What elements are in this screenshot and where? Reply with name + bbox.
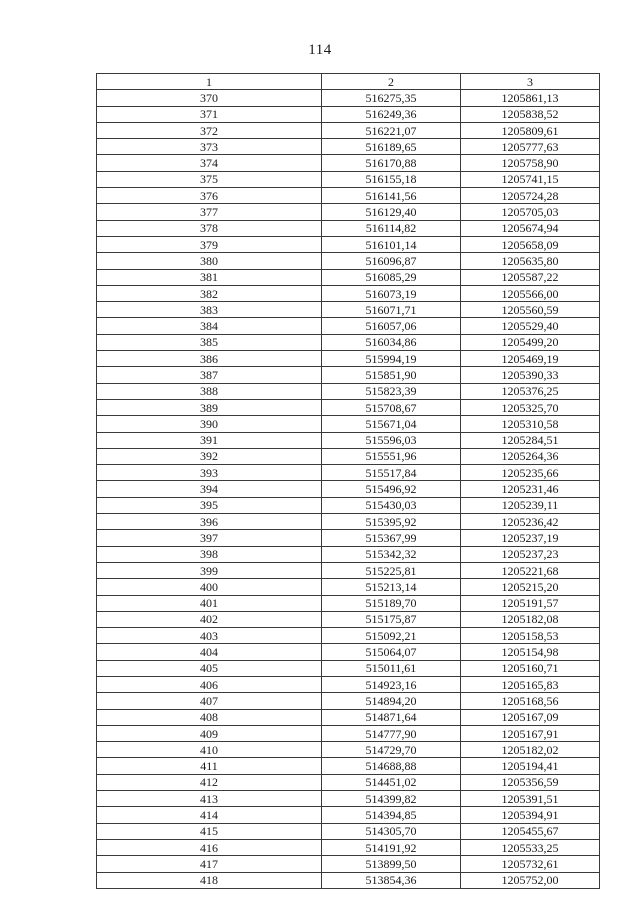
table-row: [97, 791, 600, 807]
table-row: [97, 351, 600, 367]
y-coordinate-cell: 1205376,25: [461, 383, 600, 399]
table-row: [97, 595, 600, 611]
point-number-cell: 409: [97, 725, 322, 741]
x-coordinate-cell: 515064,07: [322, 644, 461, 660]
y-coordinate-cell: 1205167,09: [461, 709, 600, 725]
y-coordinate-cell: 1205455,67: [461, 823, 600, 839]
point-number-cell: 387: [97, 367, 322, 383]
y-coordinate-cell: 1205215,20: [461, 579, 600, 595]
table-row: [97, 676, 600, 692]
point-number-cell: 370: [97, 90, 322, 106]
y-coordinate-cell: 1205237,19: [461, 530, 600, 546]
point-number-cell: 386: [97, 351, 322, 367]
y-coordinate-cell: 1205191,57: [461, 595, 600, 611]
x-coordinate-cell: 515225,81: [322, 562, 461, 578]
point-number-cell: 375: [97, 171, 322, 187]
table-row: [97, 839, 600, 855]
y-coordinate-cell: 1205724,28: [461, 188, 600, 204]
header-point-number: 1: [97, 74, 322, 90]
x-coordinate-cell: 513854,36: [322, 872, 461, 888]
x-coordinate-cell: 514394,85: [322, 807, 461, 823]
table-row: [97, 318, 600, 334]
y-coordinate-cell: 1205469,19: [461, 351, 600, 367]
coordinates-table: [96, 73, 600, 889]
point-number-cell: 417: [97, 856, 322, 872]
y-coordinate-cell: 1205356,59: [461, 774, 600, 790]
x-coordinate-cell: 515517,84: [322, 465, 461, 481]
y-coordinate-cell: 1205777,63: [461, 139, 600, 155]
y-coordinate-cell: 1205566,00: [461, 285, 600, 301]
point-number-cell: 393: [97, 465, 322, 481]
x-coordinate-cell: 515994,19: [322, 351, 461, 367]
table-row: [97, 725, 600, 741]
y-coordinate-cell: 1205809,61: [461, 122, 600, 138]
y-coordinate-cell: 1205732,61: [461, 856, 600, 872]
table-row: [97, 856, 600, 872]
point-number-cell: 371: [97, 106, 322, 122]
y-coordinate-cell: 1205529,40: [461, 318, 600, 334]
y-coordinate-cell: 1205390,33: [461, 367, 600, 383]
x-coordinate-cell: 516034,86: [322, 334, 461, 350]
table-body: [97, 90, 600, 889]
y-coordinate-cell: 1205235,66: [461, 465, 600, 481]
table-row: [97, 90, 600, 106]
y-coordinate-cell: 1205705,03: [461, 204, 600, 220]
point-number-cell: 388: [97, 383, 322, 399]
point-number-cell: 408: [97, 709, 322, 725]
x-coordinate-cell: 516057,06: [322, 318, 461, 334]
y-coordinate-cell: 1205741,15: [461, 171, 600, 187]
table-row: [97, 660, 600, 676]
table-row: [97, 432, 600, 448]
point-number-cell: 396: [97, 514, 322, 530]
x-coordinate-cell: 514399,82: [322, 791, 461, 807]
y-coordinate-cell: 1205239,11: [461, 497, 600, 513]
x-coordinate-cell: 516096,87: [322, 253, 461, 269]
table-row: [97, 742, 600, 758]
header-row: [97, 74, 600, 90]
point-number-cell: 376: [97, 188, 322, 204]
table-row: [97, 465, 600, 481]
y-coordinate-cell: 1205154,98: [461, 644, 600, 660]
table-row: [97, 236, 600, 252]
x-coordinate-cell: 516155,18: [322, 171, 461, 187]
y-coordinate-cell: 1205194,41: [461, 758, 600, 774]
point-number-cell: 405: [97, 660, 322, 676]
table-row: [97, 628, 600, 644]
table-row: [97, 285, 600, 301]
x-coordinate-cell: 515092,21: [322, 628, 461, 644]
y-coordinate-cell: 1205587,22: [461, 269, 600, 285]
table-row: [97, 122, 600, 138]
x-coordinate-cell: 516085,29: [322, 269, 461, 285]
table-row: [97, 774, 600, 790]
point-number-cell: 406: [97, 676, 322, 692]
y-coordinate-cell: 1205168,56: [461, 693, 600, 709]
table-row: [97, 562, 600, 578]
x-coordinate-cell: 515708,67: [322, 399, 461, 415]
table-row: [97, 399, 600, 415]
x-coordinate-cell: 513899,50: [322, 856, 461, 872]
point-number-cell: 380: [97, 253, 322, 269]
point-number-cell: 389: [97, 399, 322, 415]
point-number-cell: 404: [97, 644, 322, 660]
table-row: [97, 302, 600, 318]
point-number-cell: 399: [97, 562, 322, 578]
y-coordinate-cell: 1205237,23: [461, 546, 600, 562]
table-row: [97, 514, 600, 530]
y-coordinate-cell: 1205560,59: [461, 302, 600, 318]
table-row: [97, 579, 600, 595]
y-coordinate-cell: 1205394,91: [461, 807, 600, 823]
point-number-cell: 401: [97, 595, 322, 611]
point-number-cell: 382: [97, 285, 322, 301]
y-coordinate-cell: 1205182,08: [461, 611, 600, 627]
x-coordinate-cell: 515213,14: [322, 579, 461, 595]
table-row: [97, 106, 600, 122]
table-row: [97, 693, 600, 709]
x-coordinate-cell: 514894,20: [322, 693, 461, 709]
table-row: [97, 334, 600, 350]
x-coordinate-cell: 514871,64: [322, 709, 461, 725]
y-coordinate-cell: 1205499,20: [461, 334, 600, 350]
x-coordinate-cell: 514688,88: [322, 758, 461, 774]
y-coordinate-cell: 1205758,90: [461, 155, 600, 171]
x-coordinate-cell: 516071,71: [322, 302, 461, 318]
x-coordinate-cell: 514777,90: [322, 725, 461, 741]
y-coordinate-cell: 1205231,46: [461, 481, 600, 497]
y-coordinate-cell: 1205167,91: [461, 725, 600, 741]
x-coordinate-cell: 515395,92: [322, 514, 461, 530]
x-coordinate-cell: 515011,61: [322, 660, 461, 676]
table-row: [97, 383, 600, 399]
header-x-coordinate: 2: [322, 74, 461, 90]
table-row: [97, 204, 600, 220]
x-coordinate-cell: 516249,36: [322, 106, 461, 122]
point-number-cell: 418: [97, 872, 322, 888]
x-coordinate-cell: 514451,02: [322, 774, 461, 790]
point-number-cell: 403: [97, 628, 322, 644]
point-number-cell: 400: [97, 579, 322, 595]
x-coordinate-cell: 515430,03: [322, 497, 461, 513]
table-row: [97, 823, 600, 839]
y-coordinate-cell: 1205674,94: [461, 220, 600, 236]
table-row: [97, 171, 600, 187]
x-coordinate-cell: 516101,14: [322, 236, 461, 252]
table-row: [97, 448, 600, 464]
point-number-cell: 412: [97, 774, 322, 790]
table-row: [97, 546, 600, 562]
x-coordinate-cell: 514729,70: [322, 742, 461, 758]
y-coordinate-cell: 1205861,13: [461, 90, 600, 106]
point-number-cell: 385: [97, 334, 322, 350]
point-number-cell: 410: [97, 742, 322, 758]
table-row: [97, 416, 600, 432]
table-row: [97, 155, 600, 171]
point-number-cell: 390: [97, 416, 322, 432]
table-row: [97, 872, 600, 888]
x-coordinate-cell: 516189,65: [322, 139, 461, 155]
point-number-cell: 381: [97, 269, 322, 285]
x-coordinate-cell: 516170,88: [322, 155, 461, 171]
point-number-cell: 377: [97, 204, 322, 220]
x-coordinate-cell: 515551,96: [322, 448, 461, 464]
table-row: [97, 367, 600, 383]
point-number-cell: 374: [97, 155, 322, 171]
table-row: [97, 530, 600, 546]
point-number-cell: 416: [97, 839, 322, 855]
x-coordinate-cell: 516129,40: [322, 204, 461, 220]
point-number-cell: 383: [97, 302, 322, 318]
y-coordinate-cell: 1205182,02: [461, 742, 600, 758]
x-coordinate-cell: 516073,19: [322, 285, 461, 301]
x-coordinate-cell: 515496,92: [322, 481, 461, 497]
x-coordinate-cell: 515175,87: [322, 611, 461, 627]
point-number-cell: 372: [97, 122, 322, 138]
x-coordinate-cell: 515851,90: [322, 367, 461, 383]
point-number-cell: 414: [97, 807, 322, 823]
table-row: [97, 253, 600, 269]
coordinates-table-container: [96, 73, 599, 889]
table-row: [97, 481, 600, 497]
x-coordinate-cell: 515367,99: [322, 530, 461, 546]
point-number-cell: 413: [97, 791, 322, 807]
x-coordinate-cell: 515671,04: [322, 416, 461, 432]
point-number-cell: 415: [97, 823, 322, 839]
x-coordinate-cell: 516114,82: [322, 220, 461, 236]
point-number-cell: 378: [97, 220, 322, 236]
y-coordinate-cell: 1205658,09: [461, 236, 600, 252]
header-y-coordinate: 3: [461, 74, 600, 90]
point-number-cell: 398: [97, 546, 322, 562]
page-number: 114: [308, 42, 332, 58]
y-coordinate-cell: 1205310,58: [461, 416, 600, 432]
table-row: [97, 220, 600, 236]
point-number-cell: 373: [97, 139, 322, 155]
x-coordinate-cell: 516221,07: [322, 122, 461, 138]
x-coordinate-cell: 514191,92: [322, 839, 461, 855]
table-row: [97, 497, 600, 513]
y-coordinate-cell: 1205635,80: [461, 253, 600, 269]
y-coordinate-cell: 1205391,51: [461, 791, 600, 807]
table-row: [97, 611, 600, 627]
y-coordinate-cell: 1205752,00: [461, 872, 600, 888]
point-number-cell: 394: [97, 481, 322, 497]
point-number-cell: 411: [97, 758, 322, 774]
y-coordinate-cell: 1205160,71: [461, 660, 600, 676]
y-coordinate-cell: 1205533,25: [461, 839, 600, 855]
table-header: [97, 74, 600, 90]
point-number-cell: 384: [97, 318, 322, 334]
x-coordinate-cell: 516141,56: [322, 188, 461, 204]
y-coordinate-cell: 1205165,83: [461, 676, 600, 692]
x-coordinate-cell: 515596,03: [322, 432, 461, 448]
y-coordinate-cell: 1205221,68: [461, 562, 600, 578]
x-coordinate-cell: 515823,39: [322, 383, 461, 399]
point-number-cell: 392: [97, 448, 322, 464]
x-coordinate-cell: 515342,32: [322, 546, 461, 562]
y-coordinate-cell: 1205284,51: [461, 432, 600, 448]
table-row: [97, 188, 600, 204]
table-row: [97, 758, 600, 774]
table-row: [97, 644, 600, 660]
y-coordinate-cell: 1205264,36: [461, 448, 600, 464]
y-coordinate-cell: 1205325,70: [461, 399, 600, 415]
x-coordinate-cell: 514923,16: [322, 676, 461, 692]
table-row: [97, 807, 600, 823]
point-number-cell: 397: [97, 530, 322, 546]
point-number-cell: 402: [97, 611, 322, 627]
y-coordinate-cell: 1205236,42: [461, 514, 600, 530]
point-number-cell: 395: [97, 497, 322, 513]
point-number-cell: 379: [97, 236, 322, 252]
x-coordinate-cell: 516275,35: [322, 90, 461, 106]
point-number-cell: 407: [97, 693, 322, 709]
table-row: [97, 709, 600, 725]
x-coordinate-cell: 514305,70: [322, 823, 461, 839]
point-number-cell: 391: [97, 432, 322, 448]
table-row: [97, 269, 600, 285]
y-coordinate-cell: 1205838,52: [461, 106, 600, 122]
x-coordinate-cell: 515189,70: [322, 595, 461, 611]
table-row: [97, 139, 600, 155]
y-coordinate-cell: 1205158,53: [461, 628, 600, 644]
